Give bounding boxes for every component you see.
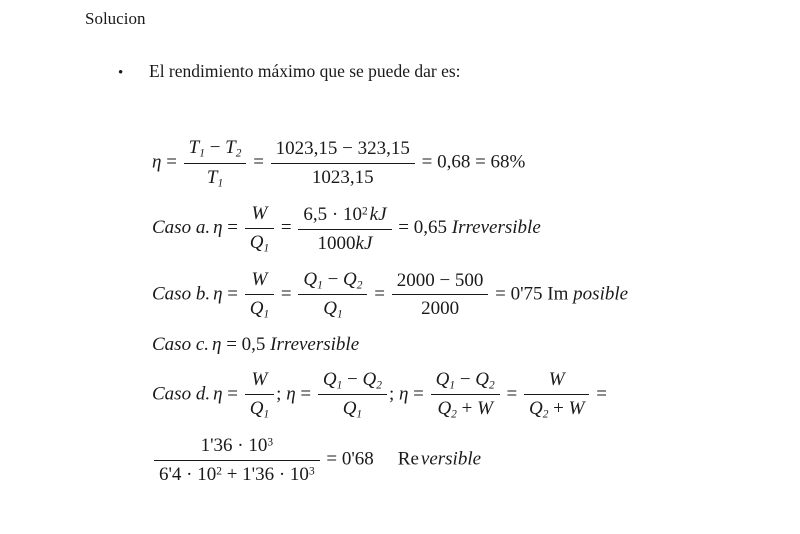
math-token: =	[501, 383, 522, 405]
math-token: ;	[388, 383, 399, 405]
math-token: =	[295, 383, 316, 405]
bullet-text: El rendimiento máximo que se puede dar es:	[149, 61, 461, 81]
fraction-numerator	[184, 135, 247, 164]
math-token: $Q_1$	[249, 397, 270, 421]
math-token: $Q_1$	[435, 368, 456, 392]
math-token: = 0'75 Im	[490, 283, 574, 305]
math-token: =	[222, 283, 243, 305]
fraction-numerator	[392, 268, 489, 296]
math-token: Caso a.	[152, 217, 211, 239]
subscript: 1	[356, 408, 363, 421]
math-token: =	[276, 217, 297, 239]
math-token: Caso d.	[152, 383, 211, 405]
math-token: $Q_2$	[475, 368, 495, 392]
math-token: 2000 − 500	[396, 269, 484, 291]
superscript: 2	[216, 465, 222, 478]
math-token: 1000	[317, 232, 356, 254]
math-token: 1'36 · 10	[200, 435, 268, 457]
math-token: η	[213, 383, 223, 405]
superscript: 2	[361, 205, 368, 218]
math-token: −	[455, 368, 476, 390]
math-token: $Q_1$	[342, 398, 363, 421]
math-token: =	[161, 151, 182, 173]
superscript: 3	[308, 465, 315, 478]
fraction-numerator	[245, 367, 274, 395]
math-token: $Q_1$	[303, 268, 323, 292]
fraction	[392, 268, 489, 323]
math-token: 6'4 · 10	[159, 463, 217, 485]
subscript: 1	[199, 147, 205, 160]
subscript: 1	[263, 242, 270, 255]
subscript: 1	[217, 177, 224, 190]
math-token: W	[251, 269, 268, 291]
fraction-denominator	[431, 395, 500, 423]
bullet-line	[118, 60, 800, 85]
fraction	[245, 267, 274, 322]
math-token: $T_1$	[188, 137, 205, 160]
fraction	[271, 136, 415, 191]
math-token: $Q_1$	[323, 298, 343, 321]
math-token: =	[248, 151, 269, 173]
math-token: = 0,68 = 68%	[416, 151, 526, 173]
math-token: −	[322, 268, 344, 290]
equation-caso-a	[152, 201, 800, 256]
fraction-denominator	[271, 164, 415, 191]
math-token: ;	[276, 383, 287, 405]
math-token: $Q_2$	[437, 398, 457, 421]
math-token: $T_2$	[225, 137, 242, 160]
math-token: 6,5 · 10	[303, 203, 362, 225]
fraction-numerator	[431, 367, 500, 396]
fraction	[154, 433, 320, 488]
subscript: 1	[263, 408, 270, 421]
math-token: −	[204, 137, 226, 158]
fraction-numerator	[271, 136, 415, 164]
subscript: 2	[542, 408, 549, 421]
math-token: = 0,65	[393, 217, 452, 239]
math-token: Irreversible	[451, 217, 541, 239]
math-token: η	[213, 283, 223, 305]
fraction-numerator	[245, 201, 274, 229]
math-token: W	[548, 369, 565, 391]
math-token: =	[408, 383, 429, 405]
subscript: 1	[263, 308, 270, 321]
math-token: $Q_1$	[322, 368, 343, 392]
fraction-denominator	[524, 395, 589, 423]
math-token: η	[398, 383, 409, 405]
math-token: 1023,15	[311, 166, 374, 188]
fraction	[184, 135, 247, 191]
math-token: Irreversible	[270, 334, 360, 356]
equation-caso-d	[152, 367, 800, 423]
fraction-numerator	[154, 433, 320, 461]
math-token: −	[342, 368, 363, 390]
math-token: η	[212, 334, 222, 356]
math-token: η	[213, 217, 223, 239]
math-token: $Q_2$	[528, 397, 549, 421]
fraction	[431, 367, 500, 423]
subscript: 1	[336, 379, 343, 392]
fraction	[245, 367, 274, 422]
equations-block	[152, 135, 800, 488]
bullet-icon: •	[118, 65, 124, 81]
math-token: + 1'36 · 10	[221, 463, 309, 485]
fraction	[524, 367, 589, 422]
subscript: 2	[489, 379, 495, 392]
math-token: +	[548, 397, 569, 419]
math-token: 2000	[421, 298, 460, 320]
fraction	[298, 202, 391, 257]
math-token: =	[369, 283, 390, 305]
subscript: 2	[235, 147, 242, 160]
math-token: Caso c.	[152, 334, 209, 356]
subscript: 1	[317, 279, 323, 292]
fraction-denominator	[184, 164, 247, 192]
fraction-numerator	[318, 367, 387, 396]
math-token: W	[251, 369, 268, 391]
math-token: $T_1$	[206, 166, 224, 190]
math-token: =	[222, 383, 243, 405]
math-token: $Q_2$	[343, 268, 363, 292]
fraction-denominator	[298, 230, 391, 257]
math-token: =	[591, 383, 607, 405]
fraction-denominator	[154, 461, 320, 488]
math-token: $Q_2$	[362, 368, 382, 392]
math-token: = 0'68	[321, 448, 374, 470]
fraction-denominator	[298, 295, 367, 323]
math-token: 1023,15 − 323,15	[275, 137, 410, 159]
fraction	[298, 267, 367, 323]
equation-caso-c	[152, 333, 800, 357]
fraction-denominator	[245, 395, 274, 423]
math-token: = 0,5	[221, 334, 271, 356]
math-token: versible	[420, 448, 482, 470]
fraction-numerator	[524, 367, 589, 395]
fraction-numerator	[298, 202, 391, 230]
math-token: $Q_1$	[249, 232, 270, 255]
math-token: posible	[573, 283, 629, 305]
fraction-numerator	[298, 267, 367, 296]
equation-caso-d-result	[152, 433, 800, 488]
math-token: $Q_1$	[249, 297, 270, 321]
math-token: Caso b.	[152, 283, 211, 305]
fraction-denominator	[245, 229, 274, 257]
math-token: =	[276, 283, 297, 305]
fraction-denominator	[318, 395, 387, 423]
math-token: W	[477, 398, 493, 420]
subscript: 2	[451, 408, 457, 421]
math-token: +	[456, 398, 478, 420]
fraction	[318, 367, 387, 423]
subscript: 1	[449, 379, 456, 392]
subscript: 1	[336, 308, 343, 321]
math-token: W	[251, 203, 268, 225]
superscript: 3	[267, 436, 274, 449]
subscript: 2	[376, 379, 382, 392]
math-token: W	[568, 397, 585, 419]
equation-caso-b	[152, 267, 800, 323]
math-token: η	[286, 383, 296, 405]
fraction-numerator	[245, 267, 274, 295]
math-token: =	[222, 217, 243, 239]
fraction-denominator	[392, 295, 489, 322]
math-token: η	[152, 151, 162, 173]
math-token: kJ	[369, 203, 387, 225]
math-token: kJ	[355, 232, 373, 254]
page-title: Solucion	[85, 9, 146, 28]
subscript: 2	[356, 279, 363, 292]
equation-carnot-max-efficiency	[152, 135, 800, 191]
math-token: Re	[397, 448, 419, 470]
fraction-denominator	[245, 295, 274, 323]
fraction	[245, 201, 274, 256]
